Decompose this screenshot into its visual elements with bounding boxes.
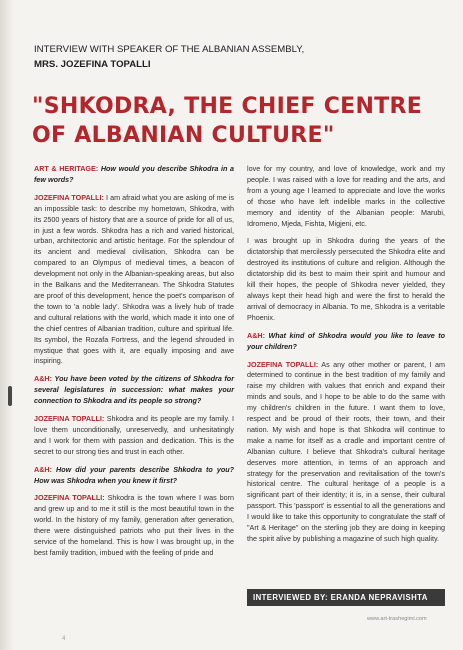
answer-1-text: I am afraid what you are asking of me is an impossible task: to describe my hometown, Shkodra, with its 2500 years of history that are a source of pride for all of us, in just a few words. Shkodra has a rich and varied historical, urban, architectonic and artistic heritage. For the splendour of its ancient and medieval civilisation, Shkodra can be compared to an Olympus of medieval times, a beacon of development not only in the Albanian-speaking areas, but also in the Balkans and the Mediterranean. The Shkodra Statutes are proof of this development, hence the poet's comparison of the town to 'a noble lady'. Shkodra was a lively hub of trade and cultural relations with the world, which made it into one of the chief centres of Albanian tradition, culture and spiritual life. Its symbol, the Rozafa Fortress, and the legend shrouded in mystique that goes with it, are equally imposing and awe inspiring.: [34, 192, 234, 366]
kicker-line-2: MRS. JOZEFINA TOPALLI: [34, 59, 151, 70]
question-3: [34, 465, 234, 487]
question-2-text: You have been voted by the citizens of Shkodra for several legislatures in succession: what makes your connection to Shkodra and its people so strong?: [34, 374, 234, 406]
question-1-text: How would you describe Shkodra in a few words?: [34, 164, 235, 184]
left-column: [34, 164, 234, 566]
question-3-label: A&H:: [34, 464, 52, 474]
answer-1: [34, 193, 234, 368]
kicker-line-1: INTERVIEW WITH SPEAKER OF THE ALBANIAN ASSEMBLY,: [34, 44, 305, 55]
answer-1-speaker: JOZEFINA TOPALLI:: [34, 192, 104, 202]
question-4-text: What kind of Shkodra would you like to leave to your children?: [247, 330, 446, 351]
page-smudge: [8, 386, 12, 406]
byline-banner: INTERVIEWED BY: ERANDA NEPRAVISHTA: [247, 589, 445, 606]
article-headline: "SHKODRA, THE CHIEF CENTRE OF ALBANIAN CULTURE": [32, 94, 423, 148]
question-3-text: How did your parents describe Shkodra to you? How was Shkodra when you knew it first?: [34, 464, 235, 485]
question-2-label: A&H:: [34, 374, 52, 384]
answer-2-text: Shkodra and its people are my family. I love them unconditionally, unreservedly, and unhesitatingly and I work for them with passion and dedication. This is the secret to our strong ties and trust in each other.: [34, 414, 234, 456]
footer-url: www.art-trashegimi.com: [367, 616, 427, 622]
interview-kicker: [34, 42, 434, 72]
answer-4-speaker: JOZEFINA TOPALLI:: [247, 359, 319, 369]
question-2: [34, 374, 234, 407]
answer-4: [247, 360, 445, 545]
answer-2-speaker: JOZEFINA TOPALLI:: [34, 414, 105, 424]
answer-4-text: As any other mother or parent, I am determined to continue in the best tradition of my family and raise my children with values that enrich and expand their minds and souls, and I hope to be able to do the same with my children's children in the future. I want them to love, respect and be proud of their roots, their town, and their nation. My wish and hope is that Shkodra will continue to make a name for itself as a cradle and important centre of Albanian culture. I believe that Shkodra's cultural heritage deserves more attention, in terms of an approach and strategy for the preservation and revitalisation of the town's historical centre. The cultural heritage of a people is a significant part of their identity; it is, in a sense, their cultural passport. This 'passport' is essential to all the generations and I would like to take this opportunity to congratulate the staff of "Art & Heritage" on the sterling job they are doing in keeping the spirit alive by publishing a magazine of such high quality.: [247, 359, 445, 543]
answer-3-paragraph-2: I was brought up in Shkodra during the years of the dictatorship that mercilessly persecuted the Shkodra elite and destroyed its institutions of culture and religion. Although the dictatorship did its best to maim their spirit and humour and kill their hopes, the people of Shkodra never yielded, they always kept their head high and were the first to herald the arrival of democracy in Albania. To me, Shkodra is a veritable Phoenix.: [247, 236, 445, 322]
question-1-label: ART & HERITAGE:: [34, 164, 99, 173]
page-number: 4: [62, 636, 66, 642]
answer-3-speaker: JOZEFINA TOPALLI:: [34, 493, 105, 503]
binding-shadow: [0, 0, 14, 650]
answer-3: [34, 493, 234, 558]
right-column: [247, 164, 445, 552]
question-4: [247, 331, 445, 353]
question-4-label: A&H:: [247, 330, 265, 340]
answer-2: [34, 414, 234, 458]
question-1: [34, 164, 234, 186]
answer-3-continued: love for my country, and love of knowledge, work and my people. I was raised with a love for reading and the arts, and from a young age I learned to appreciate and love the works of those who have left indelible marks in the collective memory and identity of the Albanian people: Marubi, Idromeno, Mjeda, Fishta, Migjeni, etc.: [247, 164, 445, 228]
answer-3-text: Shkodra is the town where I was born and grew up and to me it still is the most beautiful town in the world. In the history of my family, generation after generation, there were distinguished patriots who put their lives in the service of the homeland. This is how I was brought up, in the best family tradition, imbued with the feeling of pride and: [34, 493, 235, 557]
